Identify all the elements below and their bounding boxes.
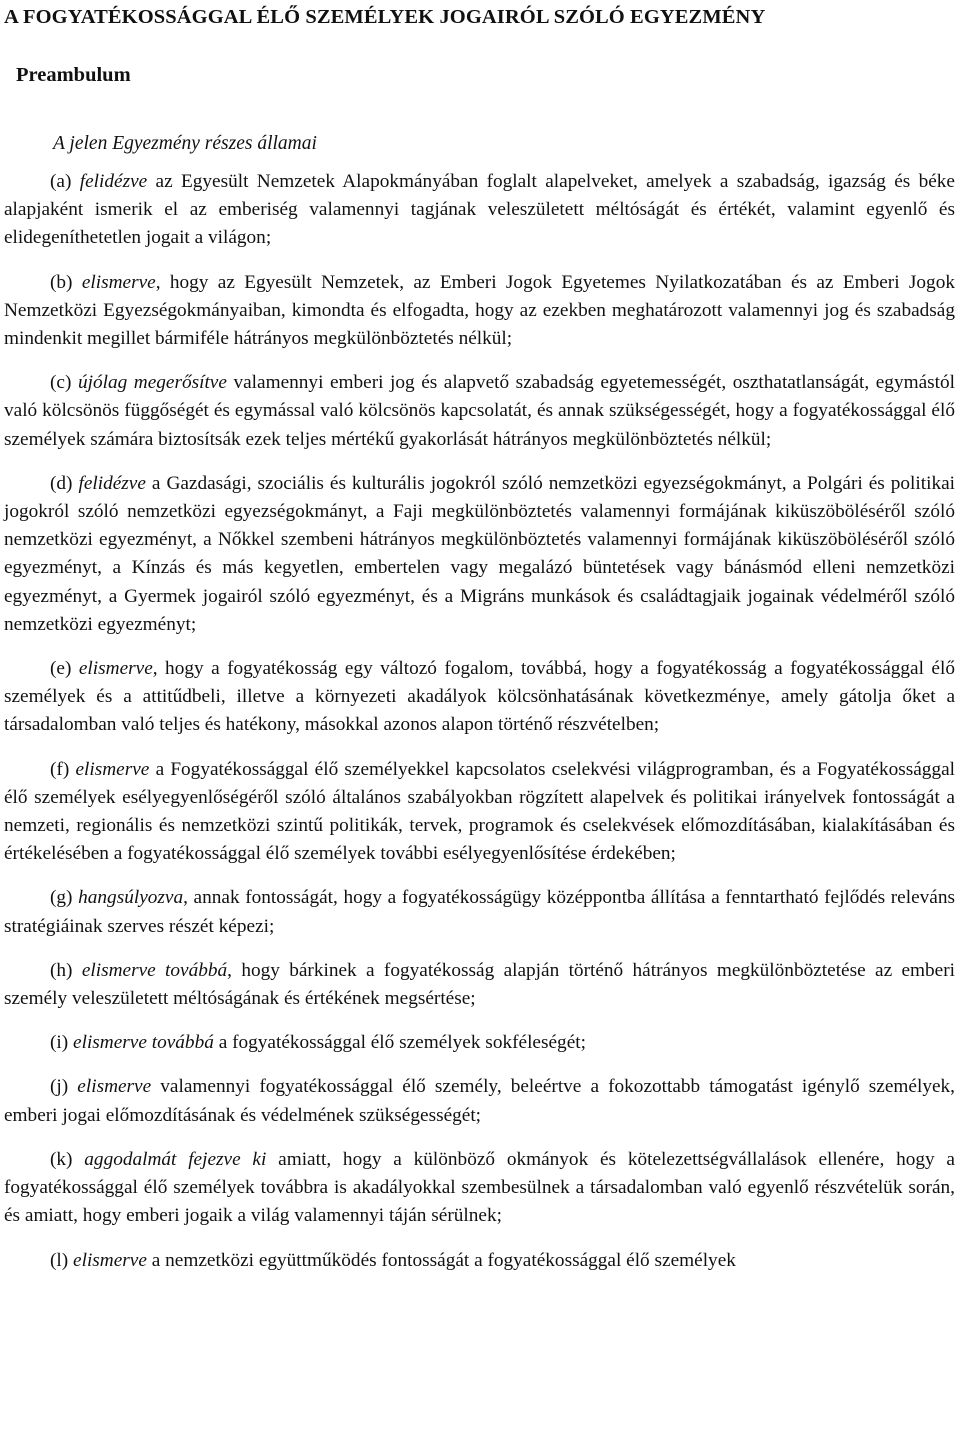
clause-label: (k): [50, 1148, 73, 1170]
clause-a: [4, 168, 955, 253]
clause-text: az Egyesült Nemzetek Alapokmányában foglalt alapelveket, amelyek a szabadság, igazság és béke alapjaként ismerik el az emberiség valamennyi tagjának veleszületett méltóságát és értékét, valamint egyenlő és elidegeníthetetlen jogait a világon;: [4, 171, 955, 249]
clause-text: a Gazdasági, szociális és kulturális jogokról szóló nemzetközi egyezségokmányt, a Polgári és politikai jogokról szóló nemzetközi egyezségokmányt, a Faji megkülönböztetés valamennyi formájának kiküszöböléséről szóló nemzetközi egyezményt, a Nőkkel szembeni hátrányos megkülönböztetés valamennyi formájának kiküszöböléséről szóló egyezményt, a Kínzás és más kegyetlen, embertelen vagy megalázó büntetések vagy bánásmód elleni nemzetközi egyezményt, a Gyermek jogairól szóló egyezményt, és a Migráns munkások és családtagjaik jogainak védelméről szóló nemzetközi egyezményt;: [4, 472, 955, 635]
clause-verb: elismerve: [78, 658, 153, 680]
document-page: [4, 0, 955, 1291]
clause-h: [4, 957, 955, 1013]
clause-l: [4, 1247, 955, 1275]
clause-label: (j): [50, 1076, 69, 1098]
clause-label: (g): [50, 887, 73, 909]
clause-label: (l): [50, 1249, 69, 1271]
clause-verb: elismerve: [81, 271, 156, 293]
clause-label: (c): [50, 372, 72, 394]
clause-text: valamennyi emberi jog és alapvető szabadság egyetemességét, oszthatatlanságát, egymástól való kölcsönös függőségét és egymással való kölcsönös kapcsolatát, és annak szükségességét, hogy a fogyatékossággal élő személyek számára biztosítsák ezek teljes mértékű gyakorlását hátrányos megkülönböztetés nélkül;: [4, 372, 956, 450]
clause-label: (e): [50, 658, 72, 680]
clause-e: [4, 655, 955, 740]
clause-b: [4, 269, 955, 354]
clause-f: [4, 756, 955, 869]
clause-label: (b): [50, 271, 73, 293]
intro-line: A jelen Egyezmény részes államai: [53, 133, 317, 154]
clause-verb: aggodalmát fejezve ki: [84, 1148, 267, 1170]
clause-text: , annak fontosságát, hogy a fogyatékosságügy középpontba állítása a fenntartható fejlődés releváns stratégiáinak szerves részét képezi;: [4, 887, 955, 937]
clause-label: (f): [50, 758, 70, 780]
clause-text: a nemzetközi együttműködés fontosságát a fogyatékossággal élő személyek: [151, 1249, 736, 1271]
clause-list: [4, 168, 955, 1275]
clause-verb: újólag megerősítve: [77, 372, 227, 394]
clause-g: [4, 884, 955, 940]
clause-text: , hogy bárkinek a fogyatékosság alapján történő hátrányos megkülönböztetése az emberi személy veleszületett méltóságának és értékének megsértése;: [4, 959, 955, 1010]
clause-verb: felidézve: [78, 472, 146, 494]
clause-verb: elismerve továbbá: [81, 959, 228, 981]
clause-verb: elismerve: [77, 1076, 152, 1098]
clause-text: a Fogyatékossággal élő személyekkel kapcsolatos cselekvési világprogramban, és a Fogyatékossággal élő személyek esélyegyenlőségéről szóló általános szabályokban rögzített alapelvek és politikai irányelvek fontosságát a nemzeti, regionális és nemzetközi szintű politikák, tervek, programok és cselekvések előmozdításában, kialakításában és értékelésében a fogyatékossággal élő személyek további esélyegyenlősítése érdekében;: [4, 758, 955, 865]
document-title: A FOGYATÉKOSSÁGGAL ÉLŐ SZEMÉLYEK JOGAIRÓL SZÓLÓ EGYEZMÉNY: [4, 6, 766, 28]
clause-d: [4, 470, 955, 639]
clause-label: (d): [50, 472, 73, 494]
clause-verb: elismerve: [75, 758, 150, 780]
clause-j: [4, 1073, 955, 1129]
clause-text: , hogy az Egyesült Nemzetek, az Emberi Jogok Egyetemes Nyilatkozatában és az Emberi Jogok Nemzetközi Egyezségokmányaiban, kimondta és elfogadta, hogy az ezekben meghatározott valamennyi jog és szabadság mindenkit megillet bármiféle hátrányos megkülönböztetés nélkül;: [4, 271, 955, 350]
clause-label: (i): [50, 1032, 69, 1054]
clause-c: [4, 369, 955, 454]
clause-i: [4, 1029, 955, 1057]
clause-text: , hogy a fogyatékosság egy változó fogalom, továbbá, hogy a fogyatékosság a fogyatékossággal élő személyek és a attitűdbeli, illetve a környezeti akadályok kölcsönhatásának következménye, amely gátolja őket a társadalomban való teljes és hatékony, másokkal azonos alapon történő részvételben;: [4, 658, 955, 736]
clause-text: amiatt, hogy a különböző okmányok és kötelezettségvállalások ellenére, hogy a fogyatékossággal élő személyek továbbra is akadályokkal szembesülnek a társadalomban való egyenlő részvételük során, és amiatt, hogy emberi jogaik a világ valamennyi táján sérülnek;: [4, 1148, 955, 1227]
clause-verb: elismerve továbbá: [73, 1032, 214, 1054]
section-heading: Preambulum: [16, 64, 131, 86]
clause-label: (a): [50, 171, 72, 192]
clause-label: (h): [50, 959, 73, 981]
clause-text: a fogyatékossággal élő személyek sokféleségét;: [218, 1032, 586, 1054]
clause-text: valamennyi fogyatékossággal élő személy, beleértve a fokozottabb támogatást igénylő személyek, emberi jogai előmozdításának és védelmének szükségességét;: [4, 1076, 955, 1126]
clause-k: [4, 1146, 955, 1231]
clause-verb: elismerve: [73, 1249, 147, 1271]
clause-verb: hangsúlyozva: [78, 887, 184, 909]
clause-verb: felidézve: [79, 171, 148, 192]
